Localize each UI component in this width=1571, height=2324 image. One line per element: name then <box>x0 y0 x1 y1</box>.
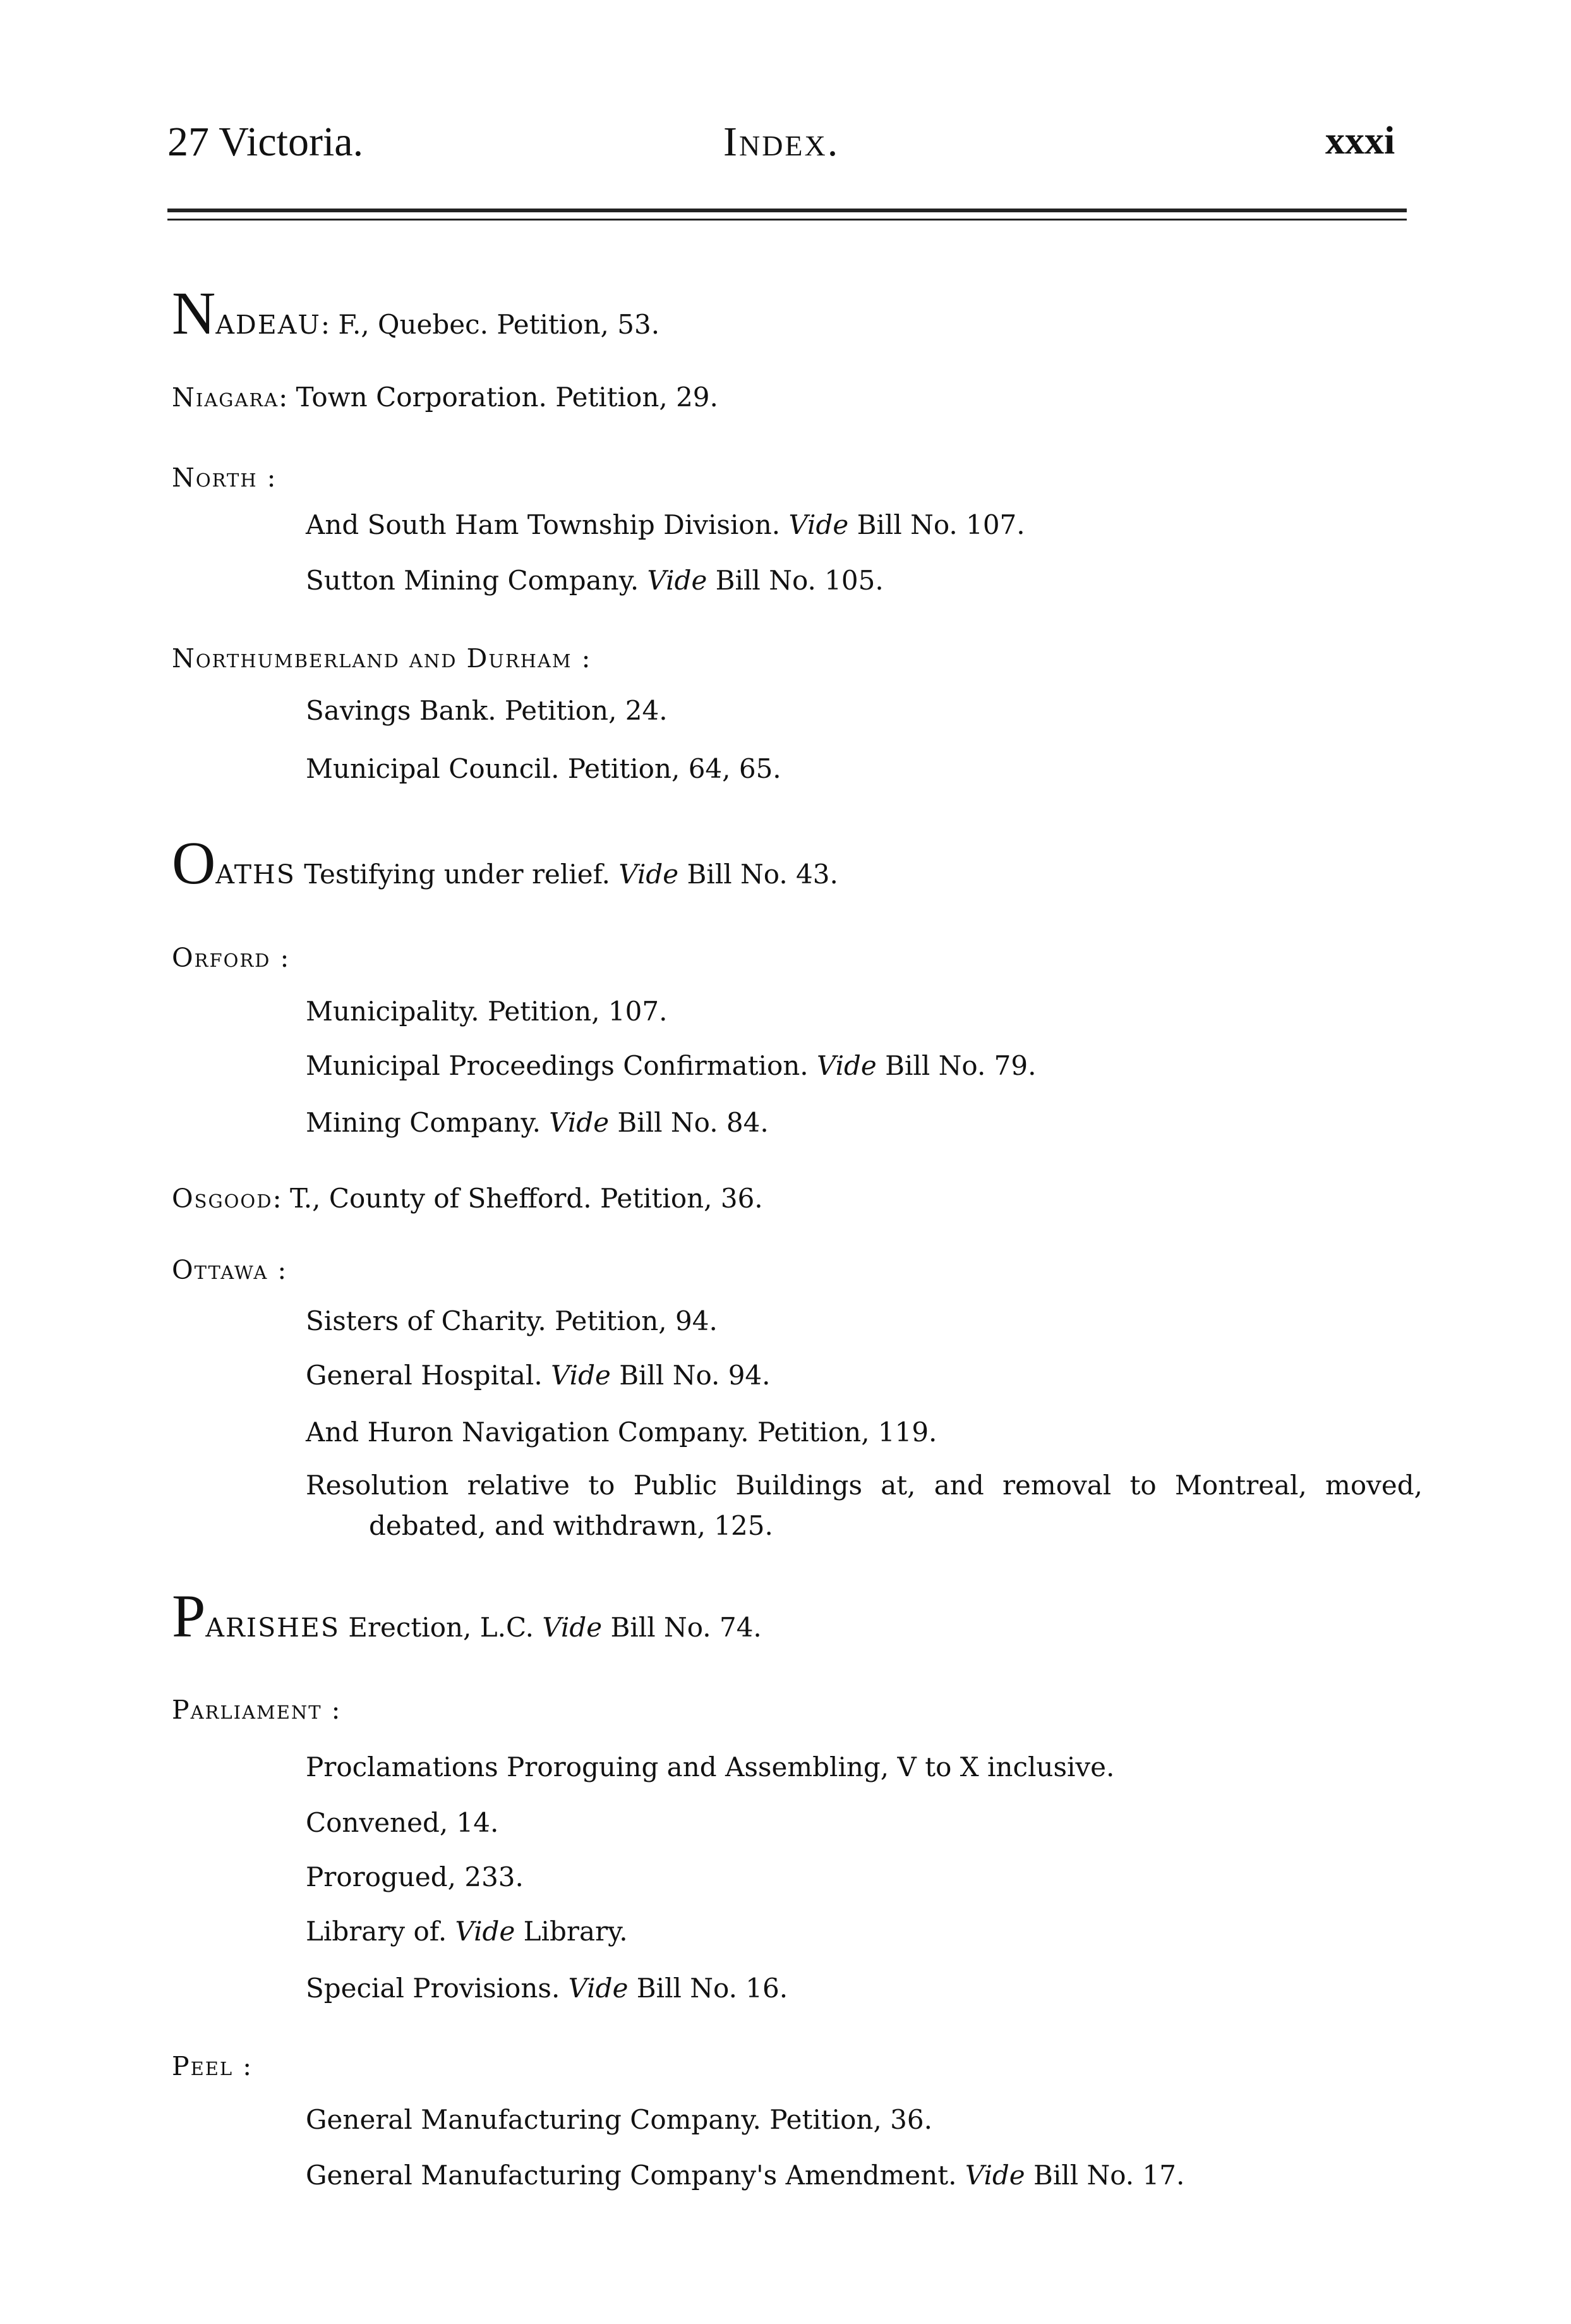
vide-ref: Vide <box>455 1916 515 1947</box>
entry-oaths <box>172 829 838 897</box>
running-head-title: Index. <box>723 119 840 165</box>
entry-north-heading: North : <box>172 463 277 493</box>
entry-northumberland-heading: Northumberland and Durham : <box>172 643 592 674</box>
vide-ref: Vide <box>817 1050 877 1081</box>
drop-initial: N <box>172 279 216 347</box>
item-ref: Bill No. 79. <box>876 1050 1037 1081</box>
vide-ref: Vide <box>568 1973 629 2004</box>
entry-peel-item <box>306 2104 932 2135</box>
entry-parliament-item <box>306 1861 524 1892</box>
item-ref: Bill No. 84. <box>609 1107 769 1138</box>
item-text: Convened, 14. <box>306 1807 499 1838</box>
item-ref: Bill No. 17. <box>1025 2160 1185 2191</box>
entry-northumberland-item <box>306 695 668 726</box>
item-text: Library of. <box>306 1916 455 1947</box>
entry-text: : F., Quebec. Petition, 53. <box>320 309 660 340</box>
entry-ottawa-item <box>306 1419 937 1446</box>
item-text: General Hospital. <box>306 1360 551 1391</box>
item-text: And South Ham Township Division. <box>306 509 789 540</box>
item-text: Municipal Council. Petition, 64, 65. <box>306 753 781 784</box>
running-head-left: 27 Victoria. <box>167 119 364 165</box>
vide-ref: Vide <box>549 1107 610 1138</box>
entry-text: : T., County of Shefford. Petition, 36. <box>272 1183 763 1214</box>
vide-ref: Vide <box>965 2160 1025 2191</box>
entry-parliament-heading: Parliament : <box>172 1695 342 1725</box>
page-number: xxxi <box>1325 119 1395 162</box>
item-text: Prorogued, 233. <box>306 1861 524 1892</box>
entry-heading: ATHS <box>215 859 296 890</box>
entry-heading: Niagara <box>172 382 279 413</box>
entry-ref: Bill No. 74. <box>602 1612 762 1643</box>
item-text: Municipal Proceedings Confirmation. <box>306 1050 817 1081</box>
entry-orford-item <box>306 998 667 1025</box>
entry-ottawa-item <box>306 1305 718 1336</box>
item-ref: Bill No. 16. <box>628 1973 788 2004</box>
item-text: Sisters of Charity. Petition, 94. <box>306 1305 718 1336</box>
item-text: Proclamations Proroguing and Assembling, V to X inclusive. <box>306 1752 1115 1782</box>
vide-ref: Vide <box>647 565 707 596</box>
entry-heading: ARISHES <box>205 1613 340 1643</box>
entry-ottawa-heading: Ottawa : <box>172 1255 288 1285</box>
item-text: And Huron Navigation Company. Petition, 119. <box>306 1417 937 1448</box>
entry-heading: Osgood <box>172 1183 273 1214</box>
entry-parishes <box>172 1582 762 1650</box>
item-text: Resolution relative to Public Buildings at, and removal to Montreal, moved, <box>306 1470 1423 1501</box>
entry-text: Testifying under relief. <box>295 859 619 890</box>
item-text: General Manufacturing Company. Petition, 36. <box>306 2104 932 2135</box>
entry-north-item <box>306 509 1025 540</box>
entry-parliament-item <box>306 1975 788 2002</box>
drop-initial: P <box>172 1582 206 1650</box>
entry-nadeau <box>172 279 660 347</box>
item-text: Savings Bank. Petition, 24. <box>306 695 668 726</box>
item-text: debated, and withdrawn, 125. <box>369 1510 773 1541</box>
entry-parliament-item <box>306 1807 499 1838</box>
vide-ref: Vide <box>542 1612 603 1643</box>
header-rule-thin <box>167 219 1407 221</box>
entry-orford-item <box>306 1050 1037 1081</box>
entry-peel-heading: Peel : <box>172 2051 253 2081</box>
header-rule-thick <box>167 209 1407 212</box>
item-ref: Library. <box>515 1916 628 1947</box>
entry-northumberland-item <box>306 753 781 784</box>
vide-ref: Vide <box>551 1360 611 1391</box>
entry-niagara <box>172 384 718 411</box>
item-text: Special Provisions. <box>306 1973 569 2004</box>
entry-peel-item <box>306 2162 1184 2189</box>
entry-ref: Bill No. 43. <box>678 859 838 890</box>
item-ref: Bill No. 107. <box>848 509 1025 540</box>
entry-parliament-item <box>306 1754 1114 1781</box>
vide-ref: Vide <box>788 509 849 540</box>
item-text: Mining Company. <box>306 1107 550 1138</box>
entry-ottawa-item-continued <box>369 1510 773 1541</box>
entry-ottawa-item <box>306 1472 1423 1499</box>
entry-text: Erection, L.C. <box>339 1612 543 1643</box>
item-ref: Bill No. 105. <box>707 565 884 596</box>
entry-parliament-item <box>306 1918 628 1945</box>
entry-ottawa-item <box>306 1362 771 1389</box>
entry-heading: ADEAU <box>215 310 321 340</box>
entry-orford-heading: Orford : <box>172 943 291 973</box>
entry-orford-item <box>306 1107 769 1138</box>
drop-initial: O <box>172 829 216 897</box>
item-text: Sutton Mining Company. <box>306 565 647 596</box>
entry-text: : Town Corporation. Petition, 29. <box>279 382 718 413</box>
vide-ref: Vide <box>618 859 679 890</box>
entry-north-item <box>306 567 884 594</box>
entry-osgood <box>172 1185 763 1212</box>
item-text: General Manufacturing Company's Amendment. <box>306 2160 965 2191</box>
item-ref: Bill No. 94. <box>610 1360 771 1391</box>
item-text: Municipality. Petition, 107. <box>306 996 668 1027</box>
